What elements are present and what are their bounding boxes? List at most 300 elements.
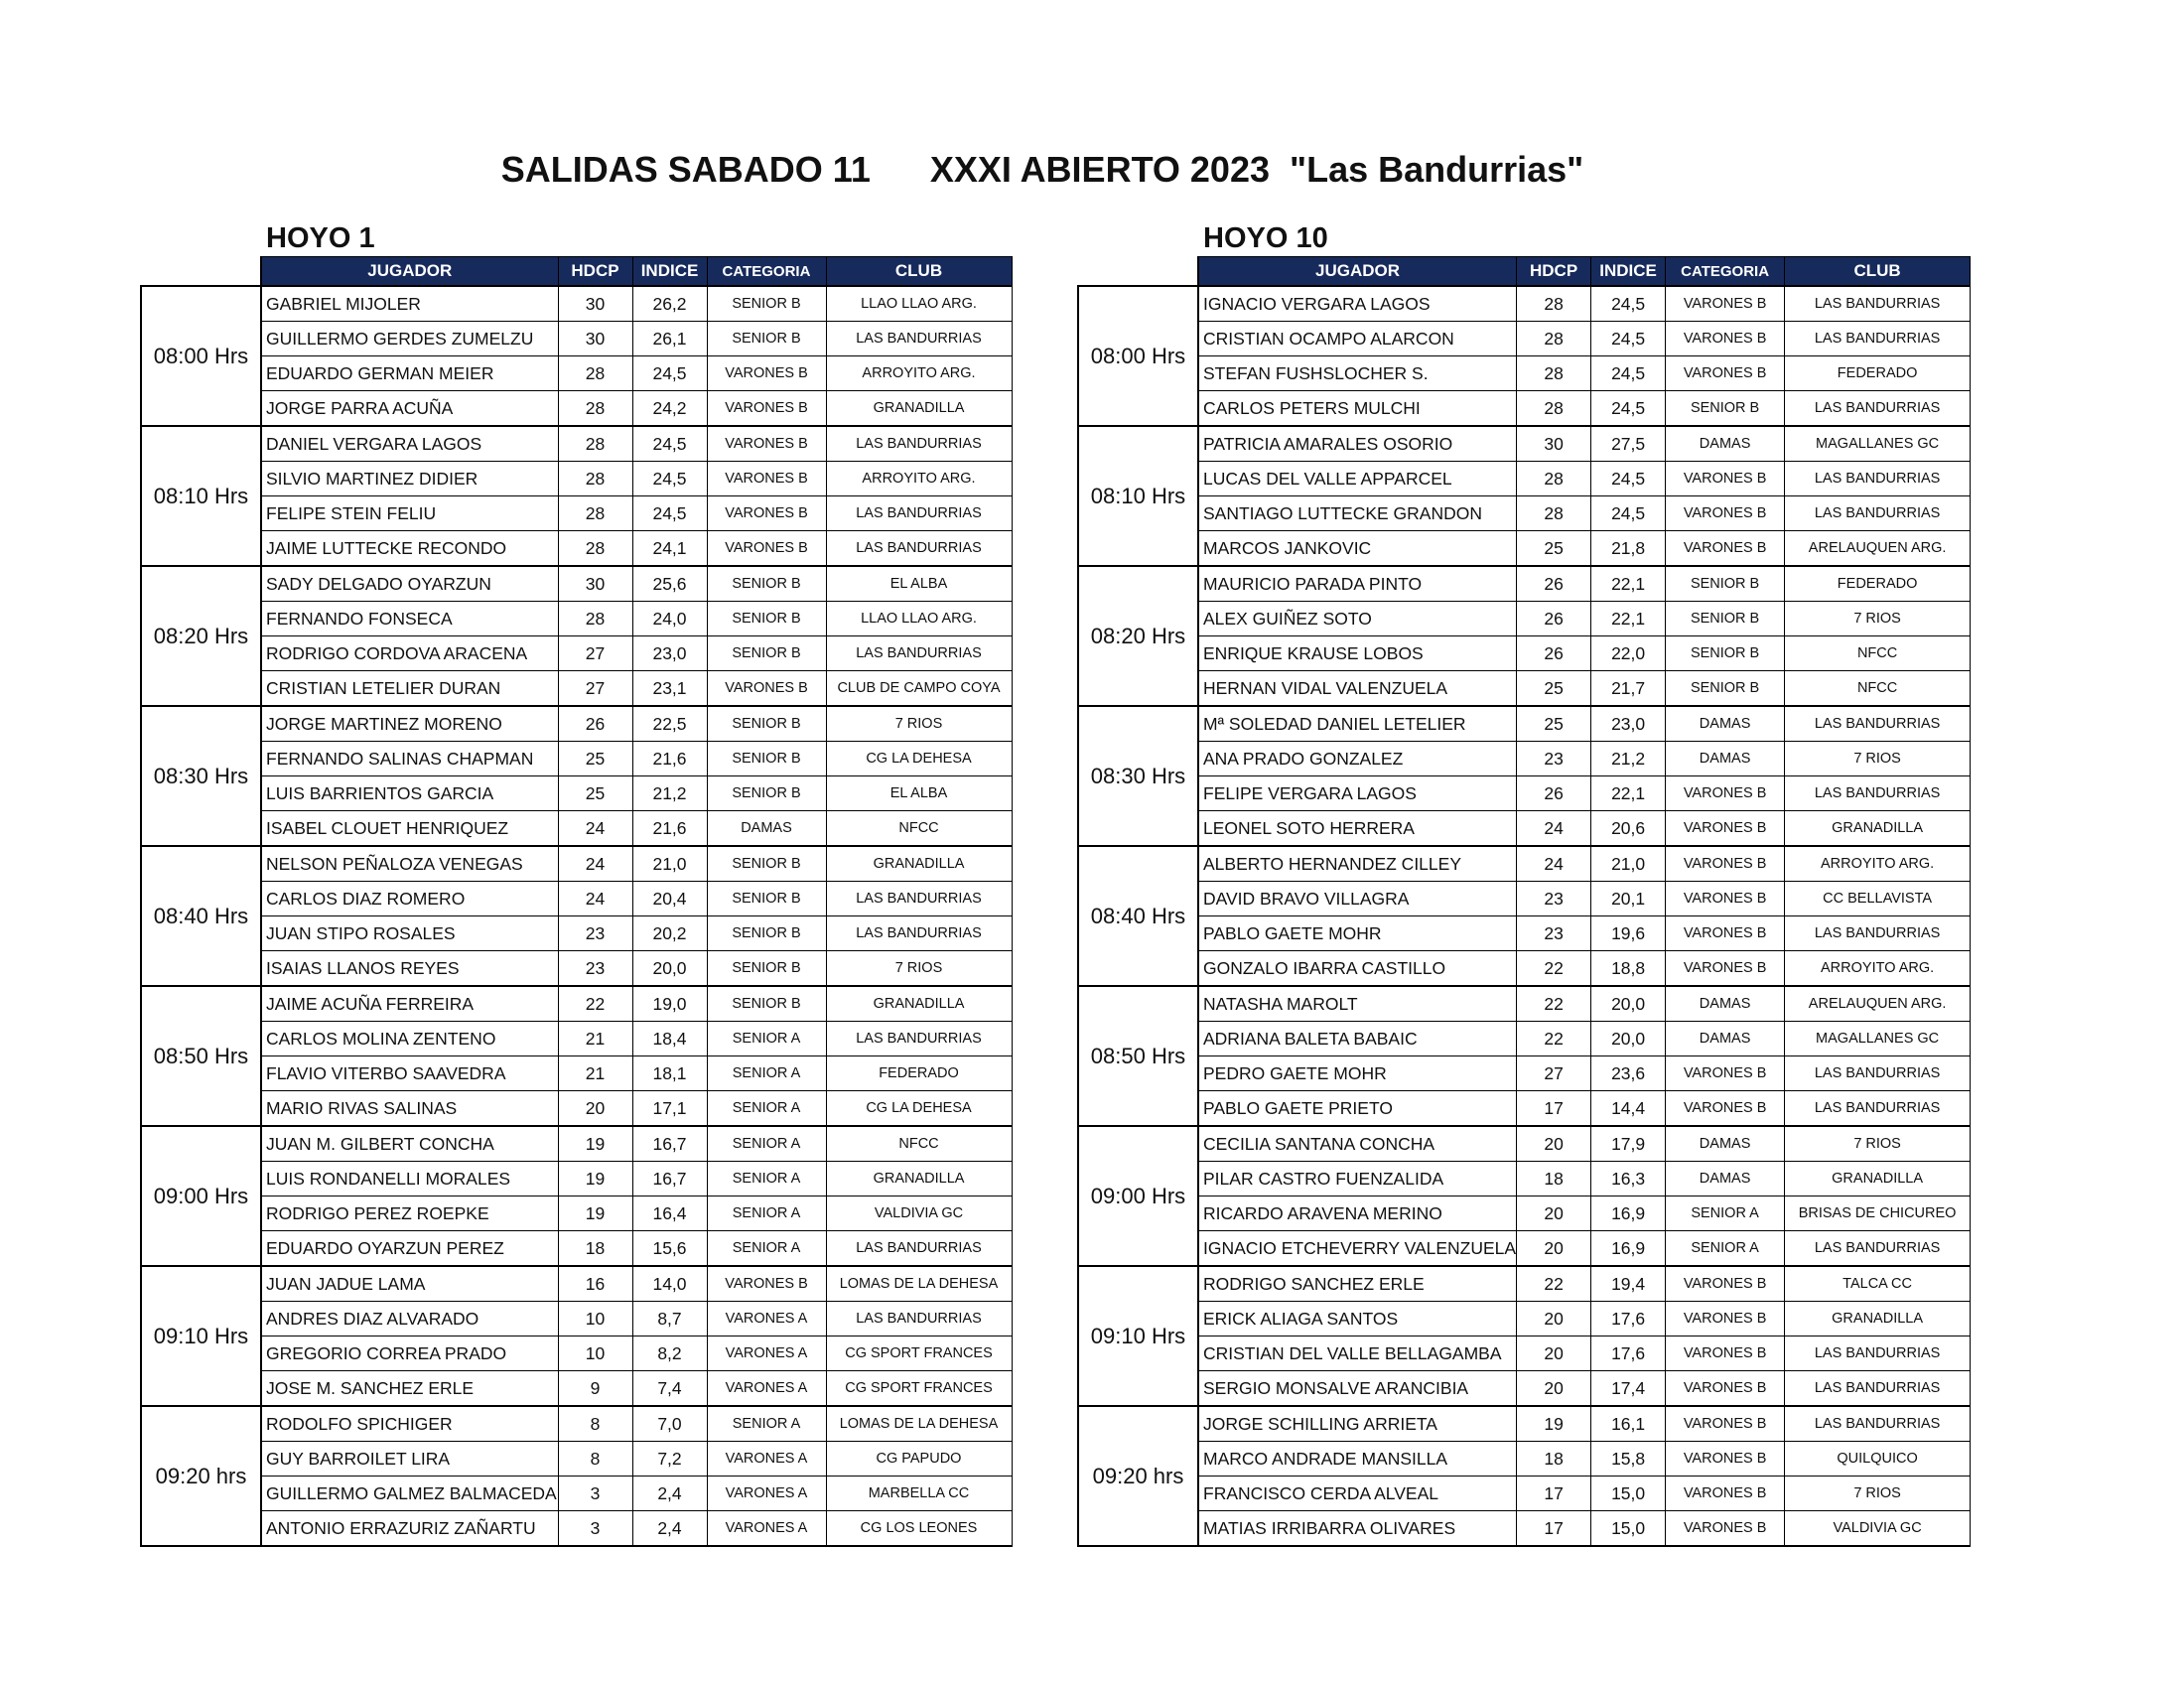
player-club: LAS BANDURRIAS: [1785, 496, 1971, 531]
player-name: GREGORIO CORREA PRADO: [261, 1336, 558, 1371]
player-hdcp: 20: [1517, 1371, 1591, 1407]
player-hdcp: 23: [558, 951, 632, 987]
player-hdcp: 24: [1517, 846, 1591, 882]
player-index: 7,2: [632, 1442, 707, 1477]
tee-time: 09:10 Hrs: [1078, 1266, 1198, 1406]
player-row: [141, 1022, 1012, 1056]
player-club: CG SPORT FRANCES: [826, 1371, 1012, 1407]
player-name: JAIME ACUÑA FERREIRA: [261, 986, 558, 1022]
player-index: 20,0: [1591, 986, 1666, 1022]
hole-10-label: HOYO 10: [1203, 222, 1328, 254]
player-index: 23,1: [632, 671, 707, 707]
player-row: [1078, 742, 1971, 776]
player-category: SENIOR B: [707, 322, 826, 356]
player-category: DAMAS: [1666, 1022, 1785, 1056]
player-category: SENIOR B: [1666, 566, 1785, 602]
player-category: DAMAS: [1666, 1126, 1785, 1162]
player-index: 19,0: [632, 986, 707, 1022]
player-category: DAMAS: [1666, 1162, 1785, 1196]
player-name: MATIAS IRRIBARRA OLIVARES: [1198, 1511, 1517, 1547]
player-index: 21,6: [632, 742, 707, 776]
player-name: DANIEL VERGARA LAGOS: [261, 426, 558, 462]
player-row: [1078, 1196, 1971, 1231]
player-hdcp: 26: [1517, 636, 1591, 671]
player-index: 19,6: [1591, 916, 1666, 951]
player-index: 20,0: [1591, 1022, 1666, 1056]
player-club: LAS BANDURRIAS: [826, 531, 1012, 567]
player-hdcp: 19: [1517, 1406, 1591, 1442]
player-category: SENIOR B: [1666, 391, 1785, 427]
player-club: LAS BANDURRIAS: [826, 636, 1012, 671]
player-hdcp: 30: [1517, 426, 1591, 462]
player-hdcp: 28: [1517, 322, 1591, 356]
player-name: GUILLERMO GERDES ZUMELZU: [261, 322, 558, 356]
player-name: CARLOS MOLINA ZENTENO: [261, 1022, 558, 1056]
tee-time: 08:00 Hrs: [1078, 286, 1198, 426]
player-index: 20,2: [632, 916, 707, 951]
player-club: EL ALBA: [826, 776, 1012, 811]
hdcp-column-header: HDCP: [1517, 257, 1591, 287]
player-hdcp: 28: [558, 496, 632, 531]
player-name: SADY DELGADO OYARZUN: [261, 566, 558, 602]
player-hdcp: 30: [558, 286, 632, 322]
player-category: VARONES B: [1666, 811, 1785, 847]
player-hdcp: 20: [558, 1091, 632, 1127]
player-row: [141, 882, 1012, 916]
player-club: LOMAS DE LA DEHESA: [826, 1266, 1012, 1302]
player-hdcp: 17: [1517, 1511, 1591, 1547]
player-category: SENIOR A: [707, 1126, 826, 1162]
player-row: [141, 951, 1012, 987]
player-category: SENIOR A: [707, 1162, 826, 1196]
player-club: GRANADILLA: [1785, 811, 1971, 847]
player-index: 18,8: [1591, 951, 1666, 987]
player-index: 22,1: [1591, 776, 1666, 811]
player-row: [141, 1266, 1012, 1302]
player-category: SENIOR B: [707, 882, 826, 916]
player-name: SILVIO MARTINEZ DIDIER: [261, 462, 558, 496]
player-row: [1078, 1442, 1971, 1477]
player-index: 14,0: [632, 1266, 707, 1302]
player-hdcp: 26: [1517, 776, 1591, 811]
player-category: VARONES B: [707, 356, 826, 391]
player-row: [141, 1371, 1012, 1407]
player-row: [1078, 986, 1971, 1022]
player-name: NELSON PEÑALOZA VENEGAS: [261, 846, 558, 882]
player-hdcp: 24: [1517, 811, 1591, 847]
tee-time: 08:10 Hrs: [141, 426, 261, 566]
player-name: LUCAS DEL VALLE APPARCEL: [1198, 462, 1517, 496]
player-row: [1078, 1091, 1971, 1127]
player-row: [141, 636, 1012, 671]
player-name: LEONEL SOTO HERRERA: [1198, 811, 1517, 847]
player-club: 7 RIOS: [826, 951, 1012, 987]
player-category: VARONES B: [1666, 1266, 1785, 1302]
player-category: SENIOR B: [1666, 671, 1785, 707]
hole-1-table: [140, 256, 1013, 1547]
player-category: DAMAS: [1666, 742, 1785, 776]
player-category: SENIOR A: [707, 1406, 826, 1442]
player-name: EDUARDO GERMAN MEIER: [261, 356, 558, 391]
player-club: GRANADILLA: [1785, 1302, 1971, 1336]
player-row: [1078, 916, 1971, 951]
player-hdcp: 18: [1517, 1162, 1591, 1196]
player-row: [1078, 1056, 1971, 1091]
player-club: CG LOS LEONES: [826, 1511, 1012, 1547]
player-index: 16,4: [632, 1196, 707, 1231]
player-category: VARONES B: [1666, 1442, 1785, 1477]
tee-time: 08:40 Hrs: [1078, 846, 1198, 986]
player-club: GRANADILLA: [1785, 1162, 1971, 1196]
player-name: PABLO GAETE PRIETO: [1198, 1091, 1517, 1127]
player-name: GONZALO IBARRA CASTILLO: [1198, 951, 1517, 987]
player-index: 19,4: [1591, 1266, 1666, 1302]
player-hdcp: 10: [558, 1302, 632, 1336]
player-category: SENIOR B: [707, 636, 826, 671]
player-name: HERNAN VIDAL VALENZUELA: [1198, 671, 1517, 707]
player-club: LAS BANDURRIAS: [826, 496, 1012, 531]
player-name: GUY BARROILET LIRA: [261, 1442, 558, 1477]
player-hdcp: 30: [558, 566, 632, 602]
player-category: SENIOR A: [1666, 1196, 1785, 1231]
player-hdcp: 22: [1517, 1022, 1591, 1056]
player-row: [141, 916, 1012, 951]
player-name: LUIS RONDANELLI MORALES: [261, 1162, 558, 1196]
player-index: 23,6: [1591, 1056, 1666, 1091]
player-club: VALDIVIA GC: [1785, 1511, 1971, 1547]
player-category: SENIOR B: [707, 742, 826, 776]
player-category: SENIOR B: [707, 776, 826, 811]
table-header-row: [1078, 257, 1971, 287]
player-row: [1078, 1022, 1971, 1056]
player-name: FELIPE STEIN FELIU: [261, 496, 558, 531]
tee-time: 09:00 Hrs: [1078, 1126, 1198, 1266]
player-club: MAGALLANES GC: [1785, 426, 1971, 462]
player-category: VARONES B: [707, 1266, 826, 1302]
player-index: 24,5: [632, 496, 707, 531]
player-name: JORGE PARRA ACUÑA: [261, 391, 558, 427]
player-club: LAS BANDURRIAS: [826, 1302, 1012, 1336]
player-index: 18,1: [632, 1056, 707, 1091]
player-category: SENIOR A: [707, 1056, 826, 1091]
player-column-header: JUGADOR: [261, 257, 558, 287]
player-club: ARROYITO ARG.: [1785, 846, 1971, 882]
player-hdcp: 25: [558, 776, 632, 811]
player-club: LAS BANDURRIAS: [1785, 1231, 1971, 1267]
player-index: 25,6: [632, 566, 707, 602]
category-column-header: CATEGORIA: [1666, 257, 1785, 287]
player-hdcp: 24: [558, 882, 632, 916]
player-name: ANDRES DIAZ ALVARADO: [261, 1302, 558, 1336]
player-category: VARONES B: [1666, 1056, 1785, 1091]
player-hdcp: 28: [558, 602, 632, 636]
player-hdcp: 28: [558, 462, 632, 496]
player-index: 21,2: [1591, 742, 1666, 776]
player-category: VARONES B: [1666, 1336, 1785, 1371]
player-index: 22,5: [632, 706, 707, 742]
player-name: JAIME LUTTECKE RECONDO: [261, 531, 558, 567]
player-hdcp: 28: [1517, 496, 1591, 531]
player-category: VARONES B: [707, 531, 826, 567]
player-club: EL ALBA: [826, 566, 1012, 602]
player-club: ARROYITO ARG.: [1785, 951, 1971, 987]
player-row: [141, 286, 1012, 322]
player-column-header: JUGADOR: [1198, 257, 1517, 287]
player-row: [141, 391, 1012, 427]
player-row: [141, 986, 1012, 1022]
player-row: [141, 811, 1012, 847]
player-index: 24,5: [632, 356, 707, 391]
player-category: VARONES B: [1666, 322, 1785, 356]
player-index: 16,9: [1591, 1231, 1666, 1267]
player-hdcp: 20: [1517, 1126, 1591, 1162]
player-hdcp: 20: [1517, 1336, 1591, 1371]
player-name: NATASHA MAROLT: [1198, 986, 1517, 1022]
player-club: LAS BANDURRIAS: [826, 882, 1012, 916]
player-hdcp: 23: [1517, 916, 1591, 951]
player-hdcp: 24: [558, 811, 632, 847]
player-club: NFCC: [826, 1126, 1012, 1162]
player-hdcp: 17: [1517, 1091, 1591, 1127]
player-row: [141, 1302, 1012, 1336]
player-name: FELIPE VERGARA LAGOS: [1198, 776, 1517, 811]
player-name: ISABEL CLOUET HENRIQUEZ: [261, 811, 558, 847]
player-category: VARONES B: [707, 462, 826, 496]
player-name: JORGE MARTINEZ MORENO: [261, 706, 558, 742]
player-index: 24,5: [1591, 356, 1666, 391]
player-index: 22,0: [1591, 636, 1666, 671]
player-name: ANA PRADO GONZALEZ: [1198, 742, 1517, 776]
player-index: 24,1: [632, 531, 707, 567]
player-row: [1078, 1266, 1971, 1302]
player-category: VARONES B: [1666, 951, 1785, 987]
player-category: VARONES B: [1666, 1511, 1785, 1547]
player-row: [141, 742, 1012, 776]
player-hdcp: 21: [558, 1022, 632, 1056]
player-club: LAS BANDURRIAS: [826, 322, 1012, 356]
player-index: 22,1: [1591, 602, 1666, 636]
player-name: CARLOS PETERS MULCHI: [1198, 391, 1517, 427]
player-club: CG PAPUDO: [826, 1442, 1012, 1477]
player-index: 20,0: [632, 951, 707, 987]
player-row: [141, 566, 1012, 602]
player-name: ISAIAS LLANOS REYES: [261, 951, 558, 987]
player-club: LAS BANDURRIAS: [1785, 1091, 1971, 1127]
player-hdcp: 17: [1517, 1477, 1591, 1511]
player-category: VARONES B: [1666, 286, 1785, 322]
player-club: NFCC: [1785, 671, 1971, 707]
player-name: RODOLFO SPICHIGER: [261, 1406, 558, 1442]
player-index: 17,6: [1591, 1302, 1666, 1336]
player-category: SENIOR B: [707, 916, 826, 951]
index-column-header: INDICE: [632, 257, 707, 287]
player-club: ARROYITO ARG.: [826, 356, 1012, 391]
player-index: 14,4: [1591, 1091, 1666, 1127]
player-index: 21,0: [632, 846, 707, 882]
player-row: [1078, 1371, 1971, 1407]
player-index: 16,9: [1591, 1196, 1666, 1231]
player-index: 24,5: [1591, 496, 1666, 531]
player-name: RODRIGO SANCHEZ ERLE: [1198, 1266, 1517, 1302]
player-index: 24,5: [632, 462, 707, 496]
player-hdcp: 30: [558, 322, 632, 356]
player-hdcp: 26: [1517, 566, 1591, 602]
player-hdcp: 21: [558, 1056, 632, 1091]
player-club: FEDERADO: [1785, 566, 1971, 602]
player-name: JOSE M. SANCHEZ ERLE: [261, 1371, 558, 1407]
player-hdcp: 22: [1517, 986, 1591, 1022]
player-index: 8,2: [632, 1336, 707, 1371]
player-category: VARONES B: [1666, 1406, 1785, 1442]
player-club: GRANADILLA: [826, 986, 1012, 1022]
player-hdcp: 22: [558, 986, 632, 1022]
player-category: VARONES B: [1666, 462, 1785, 496]
player-hdcp: 28: [1517, 286, 1591, 322]
player-index: 22,1: [1591, 566, 1666, 602]
player-hdcp: 18: [558, 1231, 632, 1267]
player-row: [1078, 846, 1971, 882]
player-club: LLAO LLAO ARG.: [826, 286, 1012, 322]
player-club: LAS BANDURRIAS: [1785, 286, 1971, 322]
player-club: NFCC: [1785, 636, 1971, 671]
player-club: CC BELLAVISTA: [1785, 882, 1971, 916]
player-category: VARONES A: [707, 1302, 826, 1336]
player-hdcp: 8: [558, 1406, 632, 1442]
player-index: 17,9: [1591, 1126, 1666, 1162]
player-category: SENIOR B: [1666, 602, 1785, 636]
player-hdcp: 25: [1517, 671, 1591, 707]
player-club: TALCA CC: [1785, 1266, 1971, 1302]
player-club: CG LA DEHESA: [826, 1091, 1012, 1127]
player-index: 15,0: [1591, 1477, 1666, 1511]
player-row: [1078, 1511, 1971, 1547]
player-club: GRANADILLA: [826, 391, 1012, 427]
tee-time: 08:10 Hrs: [1078, 426, 1198, 566]
player-name: PEDRO GAETE MOHR: [1198, 1056, 1517, 1091]
player-index: 26,2: [632, 286, 707, 322]
player-category: SENIOR A: [707, 1022, 826, 1056]
player-index: 21,8: [1591, 531, 1666, 567]
player-hdcp: 3: [558, 1511, 632, 1547]
player-club: LAS BANDURRIAS: [826, 1231, 1012, 1267]
player-index: 24,0: [632, 602, 707, 636]
player-category: DAMAS: [1666, 986, 1785, 1022]
player-index: 21,6: [632, 811, 707, 847]
player-club: GRANADILLA: [826, 1162, 1012, 1196]
player-category: VARONES B: [1666, 916, 1785, 951]
player-hdcp: 27: [558, 671, 632, 707]
player-name: ALEX GUIÑEZ SOTO: [1198, 602, 1517, 636]
player-hdcp: 24: [558, 846, 632, 882]
player-index: 15,0: [1591, 1511, 1666, 1547]
tee-time: 08:30 Hrs: [1078, 706, 1198, 846]
player-category: VARONES A: [707, 1371, 826, 1407]
player-hdcp: 28: [558, 531, 632, 567]
player-club: CG LA DEHESA: [826, 742, 1012, 776]
player-hdcp: 23: [1517, 742, 1591, 776]
player-club: LAS BANDURRIAS: [1785, 1056, 1971, 1091]
player-name: ERICK ALIAGA SANTOS: [1198, 1302, 1517, 1336]
player-name: GUILLERMO GALMEZ BALMACEDA: [261, 1477, 558, 1511]
player-category: SENIOR B: [707, 986, 826, 1022]
player-club: LAS BANDURRIAS: [826, 426, 1012, 462]
player-index: 16,1: [1591, 1406, 1666, 1442]
player-row: [1078, 496, 1971, 531]
player-index: 17,4: [1591, 1371, 1666, 1407]
player-index: 20,6: [1591, 811, 1666, 847]
player-row: [1078, 391, 1971, 427]
player-row: [141, 1162, 1012, 1196]
player-club: 7 RIOS: [1785, 1477, 1971, 1511]
player-hdcp: 26: [1517, 602, 1591, 636]
player-club: VALDIVIA GC: [826, 1196, 1012, 1231]
player-row: [1078, 1406, 1971, 1442]
tee-time: 08:50 Hrs: [141, 986, 261, 1126]
player-row: [1078, 286, 1971, 322]
player-club: LAS BANDURRIAS: [826, 1022, 1012, 1056]
player-row: [1078, 882, 1971, 916]
player-category: SENIOR A: [707, 1091, 826, 1127]
tee-time: 08:20 Hrs: [1078, 566, 1198, 706]
player-name: MARCO ANDRADE MANSILLA: [1198, 1442, 1517, 1477]
player-name: STEFAN FUSHSLOCHER S.: [1198, 356, 1517, 391]
player-name: FRANCISCO CERDA ALVEAL: [1198, 1477, 1517, 1511]
player-hdcp: 28: [1517, 462, 1591, 496]
player-row: [141, 846, 1012, 882]
player-hdcp: 22: [1517, 1266, 1591, 1302]
player-name: JUAN JADUE LAMA: [261, 1266, 558, 1302]
player-index: 7,4: [632, 1371, 707, 1407]
player-name: PABLO GAETE MOHR: [1198, 916, 1517, 951]
player-row: [141, 1091, 1012, 1127]
player-category: VARONES B: [1666, 1477, 1785, 1511]
player-name: CARLOS DIAZ ROMERO: [261, 882, 558, 916]
player-club: NFCC: [826, 811, 1012, 847]
player-club: CLUB DE CAMPO COYA: [826, 671, 1012, 707]
player-category: VARONES B: [1666, 1091, 1785, 1127]
player-name: GABRIEL MIJOLER: [261, 286, 558, 322]
player-row: [1078, 566, 1971, 602]
player-hdcp: 19: [558, 1196, 632, 1231]
player-category: VARONES B: [1666, 882, 1785, 916]
player-name: JUAN STIPO ROSALES: [261, 916, 558, 951]
player-row: [141, 1511, 1012, 1547]
player-club: ARELAUQUEN ARG.: [1785, 986, 1971, 1022]
player-category: SENIOR B: [707, 602, 826, 636]
player-category: VARONES B: [1666, 356, 1785, 391]
tee-time: 09:20 hrs: [141, 1406, 261, 1546]
player-row: [1078, 1302, 1971, 1336]
player-category: SENIOR B: [707, 706, 826, 742]
player-row: [1078, 776, 1971, 811]
player-category: SENIOR B: [707, 566, 826, 602]
player-name: MAURICIO PARADA PINTO: [1198, 566, 1517, 602]
player-club: LAS BANDURRIAS: [1785, 391, 1971, 427]
tee-time: 08:00 Hrs: [141, 286, 261, 426]
hole-10-table: [1077, 256, 1971, 1547]
player-index: 15,6: [632, 1231, 707, 1267]
player-index: 15,8: [1591, 1442, 1666, 1477]
player-category: DAMAS: [1666, 426, 1785, 462]
player-row: [1078, 1231, 1971, 1267]
player-hdcp: 22: [1517, 951, 1591, 987]
player-club: 7 RIOS: [826, 706, 1012, 742]
player-name: LUIS BARRIENTOS GARCIA: [261, 776, 558, 811]
player-index: 24,2: [632, 391, 707, 427]
player-index: 23,0: [1591, 706, 1666, 742]
category-column-header: CATEGORIA: [707, 257, 826, 287]
player-index: 20,1: [1591, 882, 1666, 916]
